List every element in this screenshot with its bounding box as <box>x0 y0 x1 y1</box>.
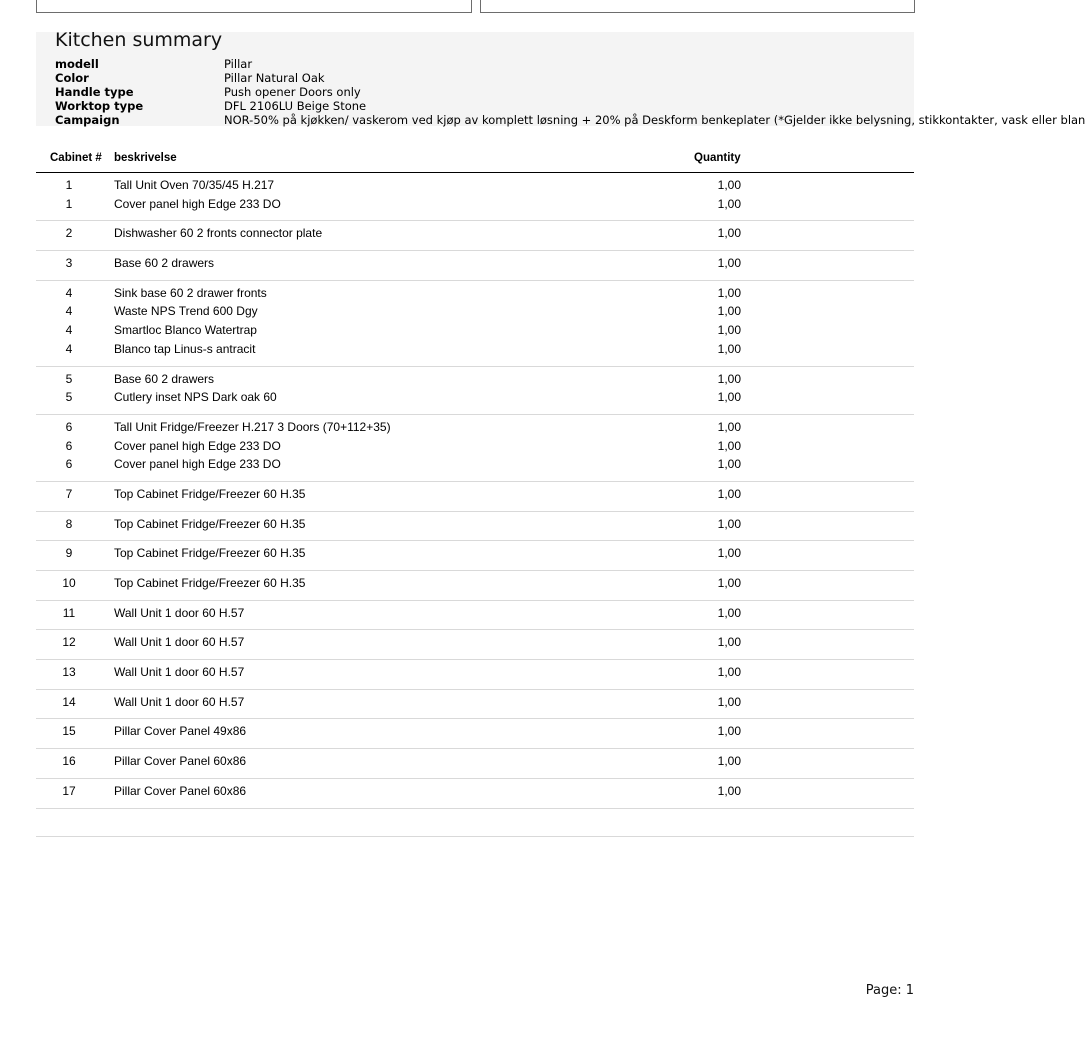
cabinet-group <box>36 173 914 221</box>
summary-rows <box>55 57 1085 127</box>
item-quantity: 1,00 <box>717 323 741 338</box>
cabinet-group <box>36 482 914 512</box>
cabinet-group <box>36 281 914 367</box>
item-description: Blanco tap Linus-s antracit <box>114 341 256 356</box>
item-quantity: 1,00 <box>717 438 741 453</box>
cabinet-group <box>36 221 914 251</box>
table-body <box>36 173 914 809</box>
table-row <box>36 604 914 623</box>
cabinet-number: 9 <box>65 546 73 561</box>
cabinet-number: 8 <box>65 516 73 531</box>
table-empty-row <box>36 809 914 837</box>
summary-row <box>55 113 1085 127</box>
table-row <box>36 693 914 712</box>
cabinet-number: 13 <box>62 665 76 680</box>
table-row <box>36 195 914 214</box>
item-description: Cutlery inset NPS Dark oak 60 <box>114 390 277 405</box>
cabinet-number: 4 <box>65 323 73 338</box>
item-description: Cover panel high Edge 233 DO <box>114 457 281 472</box>
summary-label: Handle type <box>55 85 134 99</box>
summary-label: Color <box>55 71 89 85</box>
cabinet-number: 10 <box>62 576 76 590</box>
table-row <box>36 663 914 682</box>
item-quantity: 1,00 <box>717 178 741 192</box>
cabinet-number: 7 <box>65 486 73 501</box>
cabinet-group <box>36 415 914 482</box>
cabinet-number: 4 <box>65 304 73 319</box>
cabinet-group <box>36 541 914 571</box>
table-row <box>36 722 914 741</box>
top-left-box <box>36 0 472 13</box>
summary-title: Kitchen summary <box>55 29 223 51</box>
table-row <box>36 176 914 195</box>
cabinet-number: 16 <box>62 754 76 769</box>
table-row <box>36 302 914 321</box>
item-description: Tall Unit Fridge/Freezer H.217 3 Doors (70+112+35) <box>114 419 391 434</box>
summary-label: Worktop type <box>55 99 144 113</box>
table-header <box>36 150 914 173</box>
summary-value: DFL 2106LU Beige Stone <box>224 99 367 113</box>
table-row <box>36 485 914 504</box>
table-row <box>36 515 914 534</box>
item-quantity: 1,00 <box>717 256 741 271</box>
item-quantity: 1,00 <box>717 665 741 680</box>
item-quantity: 1,00 <box>717 390 741 405</box>
cabinet-number: 6 <box>65 438 73 453</box>
table-row <box>36 418 914 437</box>
item-quantity: 1,00 <box>717 694 741 709</box>
summary-value: Pillar <box>224 57 253 71</box>
kitchen-summary <box>36 29 1085 127</box>
item-quantity: 1,00 <box>717 546 741 561</box>
item-description: Top Cabinet Fridge/Freezer 60 H.35 <box>114 576 306 590</box>
item-description: Pillar Cover Panel 60x86 <box>114 754 247 769</box>
header-description: beskrivelse <box>114 152 177 164</box>
item-description: Pillar Cover Panel 49x86 <box>114 724 247 739</box>
item-quantity: 1,00 <box>717 516 741 531</box>
cabinet-number: 4 <box>65 285 73 300</box>
summary-label: modell <box>55 57 99 71</box>
item-description: Top Cabinet Fridge/Freezer 60 H.35 <box>114 546 306 561</box>
cabinet-group <box>36 660 914 690</box>
summary-value: Pillar Natural Oak <box>224 71 325 85</box>
header-quantity: Quantity <box>694 152 741 164</box>
table-row <box>36 752 914 771</box>
table-row <box>36 370 914 389</box>
item-description: Wall Unit 1 door 60 H.57 <box>114 665 245 680</box>
item-description: Tall Unit Oven 70/35/45 H.217 <box>114 178 275 192</box>
item-quantity: 1,00 <box>717 754 741 769</box>
item-description: Cover panel high Edge 233 DO <box>114 196 281 211</box>
item-description: Smartloc Blanco Watertrap <box>114 323 257 338</box>
table-row <box>36 224 914 243</box>
summary-row <box>55 99 1055 113</box>
summary-value: Push opener Doors only <box>224 85 361 99</box>
cabinet-group <box>36 779 914 809</box>
cabinet-number: 5 <box>65 371 73 386</box>
cabinet-number: 12 <box>62 635 76 650</box>
item-quantity: 1,00 <box>717 371 741 386</box>
item-description: Top Cabinet Fridge/Freezer 60 H.35 <box>114 486 306 501</box>
item-quantity: 1,00 <box>717 576 741 590</box>
item-quantity: 1,00 <box>717 486 741 501</box>
cabinet-number: 2 <box>65 226 73 241</box>
item-quantity: 1,00 <box>717 635 741 650</box>
item-description: Waste NPS Trend 600 Dgy <box>114 304 258 319</box>
table-row <box>36 254 914 273</box>
summary-label: Campaign <box>55 113 120 127</box>
table-row <box>36 544 914 563</box>
item-quantity: 1,00 <box>717 341 741 356</box>
item-description: Wall Unit 1 door 60 H.57 <box>114 694 245 709</box>
item-description: Base 60 2 drawers <box>114 371 215 386</box>
cabinet-number: 17 <box>62 783 76 798</box>
item-quantity: 1,00 <box>717 285 741 300</box>
item-description: Cover panel high Edge 233 DO <box>114 438 281 453</box>
cabinet-number: 6 <box>65 457 73 472</box>
item-description: Wall Unit 1 door 60 H.57 <box>114 605 245 620</box>
cabinet-group <box>36 367 914 415</box>
summary-row <box>55 71 1055 85</box>
summary-row <box>55 57 1055 71</box>
cabinet-number: 4 <box>65 341 73 356</box>
cabinet-number: 14 <box>62 694 76 709</box>
cabinet-number: 6 <box>65 419 73 434</box>
item-description: Base 60 2 drawers <box>114 256 215 271</box>
table-row <box>36 574 914 593</box>
cabinet-group <box>36 601 914 631</box>
cabinet-number: 3 <box>65 256 73 271</box>
table-row <box>36 340 914 359</box>
item-quantity: 1,00 <box>717 226 741 241</box>
table-row <box>36 782 914 801</box>
item-quantity: 1,00 <box>717 196 741 211</box>
summary-value: NOR-50% på kjøkken/ vaskerom ved kjøp av komplett løsning + 20% på Deskform benkeplater (*Gjelder ikke belysning, stikkontakter, vask eller blan <box>224 113 1085 127</box>
cabinet-number: 5 <box>65 390 73 405</box>
item-description: Top Cabinet Fridge/Freezer 60 H.35 <box>114 516 306 531</box>
cabinet-number: 11 <box>62 605 76 620</box>
summary-row <box>55 85 1055 99</box>
cabinet-group <box>36 251 914 281</box>
page-number: Page: 1 <box>865 983 914 998</box>
item-description: Sink base 60 2 drawer fronts <box>114 285 267 300</box>
cabinet-table <box>36 150 914 837</box>
table-row <box>36 284 914 303</box>
table-row <box>36 633 914 652</box>
cabinet-group <box>36 571 914 601</box>
item-quantity: 1,00 <box>717 419 741 434</box>
cabinet-group <box>36 630 914 660</box>
cabinet-group <box>36 749 914 779</box>
top-right-box <box>480 0 915 13</box>
cabinet-number: 1 <box>65 196 73 211</box>
table-row <box>36 388 914 407</box>
item-quantity: 1,00 <box>717 304 741 319</box>
item-quantity: 1,00 <box>717 724 741 739</box>
cabinet-group <box>36 719 914 749</box>
cabinet-group <box>36 690 914 720</box>
cabinet-number: 1 <box>65 178 73 192</box>
item-quantity: 1,00 <box>717 457 741 472</box>
item-description: Dishwasher 60 2 fronts connector plate <box>114 226 323 241</box>
item-description: Wall Unit 1 door 60 H.57 <box>114 635 245 650</box>
table-row <box>36 437 914 456</box>
header-cabinet: Cabinet # <box>50 152 102 164</box>
cabinet-number: 15 <box>62 724 76 739</box>
table-row <box>36 321 914 340</box>
item-quantity: 1,00 <box>717 605 741 620</box>
item-quantity: 1,00 <box>717 783 741 798</box>
cabinet-group <box>36 512 914 542</box>
table-row <box>36 455 914 474</box>
item-description: Pillar Cover Panel 60x86 <box>114 783 247 798</box>
